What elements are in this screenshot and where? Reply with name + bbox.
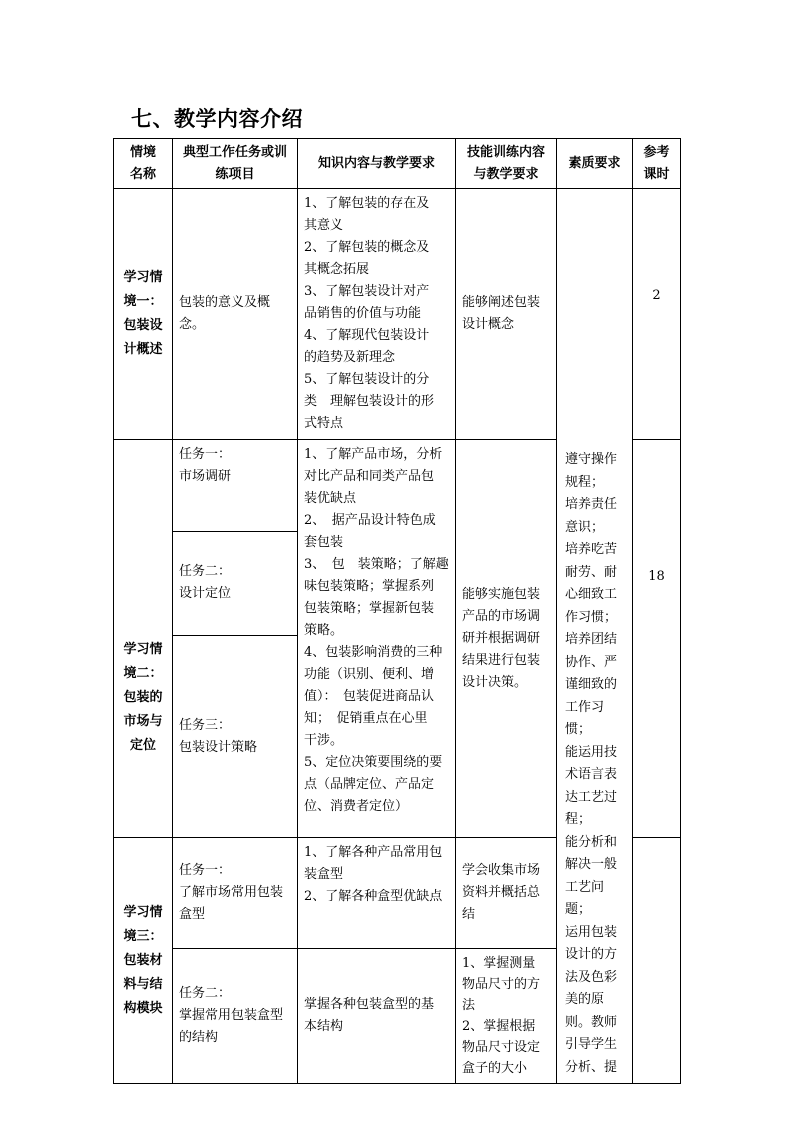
situation1-name: 学习情 境一： 包装设 计概述: [114, 189, 173, 440]
section-heading: 七、教学内容介绍: [131, 107, 303, 131]
situation1-hours: 2: [633, 189, 681, 440]
situation3-knowledge2: 掌握各种包装盒型的基 本结构: [298, 949, 456, 1084]
situation2-skill: 能够实施包装 产品的市场调 研并根据调研 结果进行包装 设计决策。: [456, 440, 557, 838]
situation3-skill2: 1、掌握测量 物品尺寸的方 法 2、掌握根据 物品尺寸设定 盒子的大小: [456, 949, 557, 1084]
col-header-task: 典型工作任务或训 练项目: [173, 139, 298, 189]
col-header-skill: 技能训练内容 与教学要求: [456, 139, 557, 189]
situation2-hours: 18: [633, 440, 681, 838]
situation2-knowledge: 1、了解产品市场，分析 对比产品和同类产品包 装优缺点 2、 据产品设计特色成 套包装 3、 包 装策略；了解趣 味包装策略；掌握系列 包装策略；掌握新包装 策略。 4、包装影响消费的三种 功能（识别、便利、增 值）： 包装促进商品认 知； 促销重点在心里 干涉。 5、定位决策要围绕的要 点（品牌定位、产品定 位、消费者定位）: [298, 440, 456, 838]
teaching-content-table: [113, 138, 681, 1084]
situation3-skill1: 学会收集市场 资料并概括总 结: [456, 838, 557, 949]
table-header-row: [114, 139, 681, 189]
quality-requirements: 遵守操作 规程； 培养责任 意识； 培养吃苦 耐劳、耐 心细致工 作习惯； 培养团结 协作、严 谨细致的 工作习 惯； 能运用技 术语言表 达工艺过 程； 能分析和 解决一般 工艺问 题； 运用包装 设计的方 法及色彩 美的原 则。教师 引导学生 分析、提: [557, 189, 633, 1084]
col-header-quality: 素质要求: [557, 139, 633, 189]
col-header-knowledge: 知识内容与教学要求: [298, 139, 456, 189]
situation3-knowledge1: 1、了解各种产品常用包 装盒型 2、了解各种盒型优缺点: [298, 838, 456, 949]
situation1-skill: 能够阐述包装 设计概念: [456, 189, 557, 440]
situation1-task: 包装的意义及概 念。: [173, 189, 298, 440]
situation3-task2: 任务二： 掌握常用包装盒型 的结构: [173, 949, 298, 1084]
situation2-task1: 任务一： 市场调研: [173, 440, 298, 532]
situation3-name: 学习情 境三： 包装材 料与结 构模块: [114, 838, 173, 1084]
situation2-name: 学习情 境二： 包装的 市场与 定位: [114, 440, 173, 838]
situation1-knowledge: 1、了解包装的存在及 其意义 2、了解包装的概念及 其概念拓展 3、了解包装设计对产 品销售的价值与功能 4、了解现代包装设计 的趋势及新理念 5、了解包装设计的分 类 理解包装设计的形 式特点: [298, 189, 456, 440]
col-header-hours: 参考 课时: [633, 139, 681, 189]
table-row: [114, 189, 681, 440]
col-header-situation: 情境 名称: [114, 139, 173, 189]
situation3-task1: 任务一： 了解市场常用包装 盒型: [173, 838, 298, 949]
situation2-task2: 任务二： 设计定位: [173, 531, 298, 636]
situation2-task3: 任务三： 包装设计策略: [173, 636, 298, 838]
situation3-hours: [633, 838, 681, 1084]
